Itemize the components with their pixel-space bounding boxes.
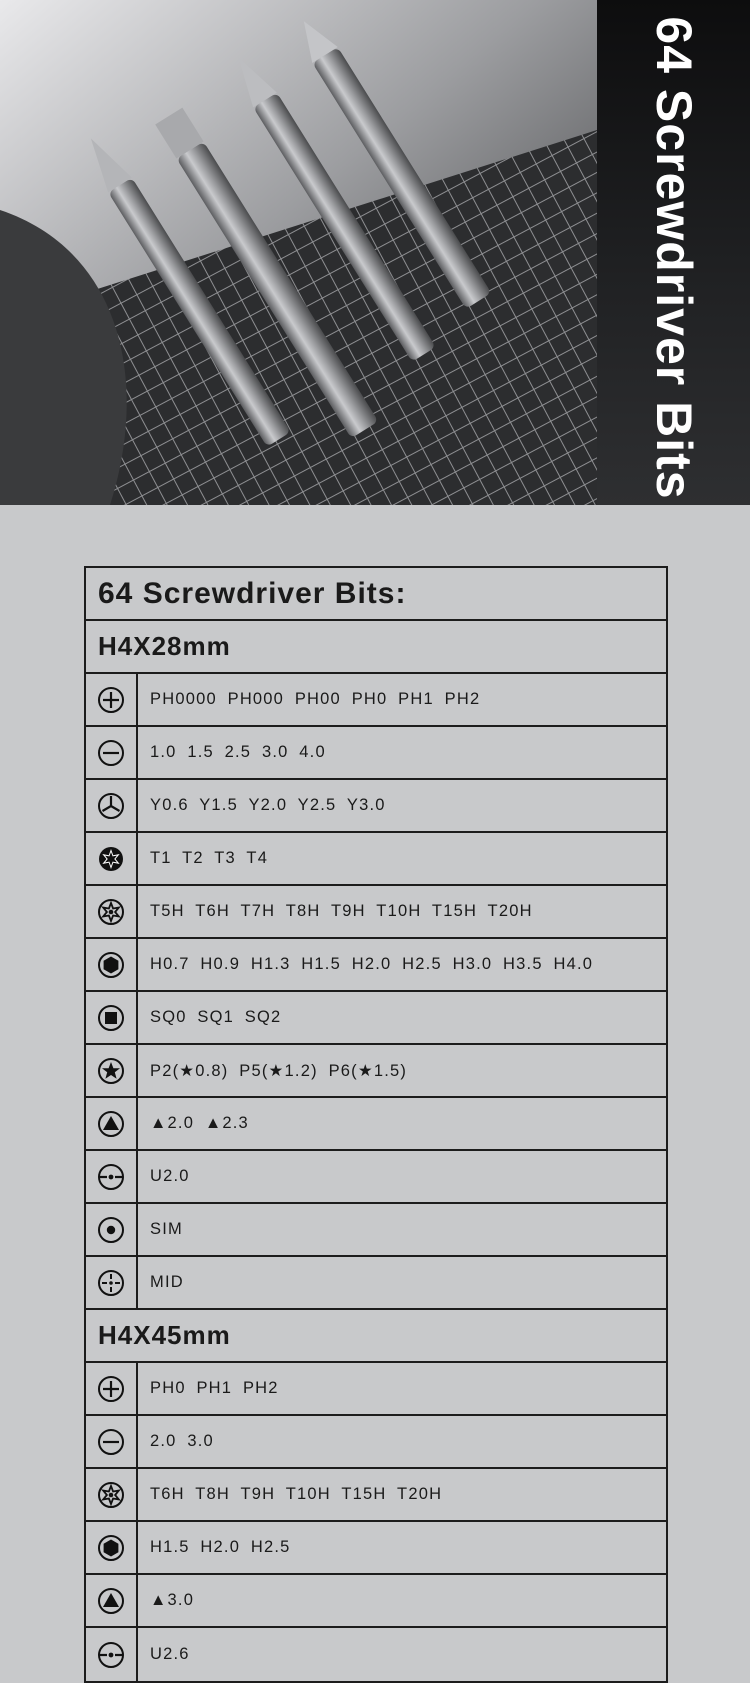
bit-sizes: Y0.6 Y1.5 Y2.0 Y2.5 Y3.0: [150, 796, 386, 814]
table-row: [86, 1151, 666, 1204]
bit-sizes: SQ0 SQ1 SQ2: [150, 1008, 282, 1026]
bit-type-icon-cell: [86, 674, 138, 725]
bit-sizes: PH0 PH1 PH2: [150, 1379, 279, 1397]
mid-icon: [97, 1269, 125, 1297]
phillips-icon: [97, 1375, 125, 1403]
slotted-icon: [97, 1428, 125, 1456]
bit-sizes: 2.0 3.0: [150, 1432, 214, 1450]
bit-type-icon-cell: [86, 1045, 138, 1096]
bit-sizes: T6H T8H T9H T10H T15H T20H: [150, 1485, 443, 1503]
table-row: [86, 1416, 666, 1469]
u-shape-icon: [97, 1163, 125, 1191]
table-row: [86, 1469, 666, 1522]
sim-pin-icon: [97, 1216, 125, 1244]
table-row: [86, 1045, 666, 1098]
phillips-icon: [97, 686, 125, 714]
table-row: [86, 939, 666, 992]
table-title: 64 Screwdriver Bits:: [98, 576, 407, 610]
torx-security-icon: [97, 1481, 125, 1509]
bit-sizes: H0.7 H0.9 H1.3 H1.5 H2.0 H2.5 H3.0 H3.5 H4.0: [150, 955, 594, 973]
table-row: [86, 1098, 666, 1151]
hex-icon: [97, 1534, 125, 1562]
bit-sizes: ▲3.0: [150, 1591, 195, 1609]
table-row: [86, 727, 666, 780]
table-row: [86, 886, 666, 939]
bit-sizes: 1.0 1.5 2.5 3.0 4.0: [150, 743, 326, 761]
bit-type-icon-cell: [86, 1575, 138, 1626]
table-row: [86, 1522, 666, 1575]
table-row: [86, 1363, 666, 1416]
bit-type-icon-cell: [86, 1628, 138, 1681]
square-icon: [97, 1004, 125, 1032]
bit-sizes: P2(★0.8) P5(★1.2) P6(★1.5): [150, 1061, 408, 1080]
bit-sizes: U2.0: [150, 1167, 190, 1185]
bit-type-icon-cell: [86, 833, 138, 884]
bit-type-icon-cell: [86, 1416, 138, 1467]
bit-sizes: H1.5 H2.0 H2.5: [150, 1538, 291, 1556]
hex-icon: [97, 951, 125, 979]
section-header-row: [86, 621, 666, 674]
slotted-icon: [97, 739, 125, 767]
hero-banner: [0, 0, 750, 505]
bit-type-icon-cell: [86, 1363, 138, 1414]
pentalobe-icon: [97, 1057, 125, 1085]
bit-type-icon-cell: [86, 1469, 138, 1520]
bit-sizes: MID: [150, 1273, 184, 1291]
bit-type-icon-cell: [86, 1151, 138, 1202]
bit-sizes: PH0000 PH000 PH00 PH0 PH1 PH2: [150, 690, 481, 708]
torx-icon: [97, 845, 125, 873]
bit-type-icon-cell: [86, 1522, 138, 1573]
screwdriver-bits-photo: [0, 0, 597, 505]
bit-sizes: T5H T6H T7H T8H T9H T10H T15H T20H: [150, 902, 533, 920]
bit-type-icon-cell: [86, 939, 138, 990]
tri-wing-y-icon: [97, 792, 125, 820]
bit-type-icon-cell: [86, 727, 138, 778]
bit-sizes: SIM: [150, 1220, 183, 1238]
bit-type-icon-cell: [86, 1204, 138, 1255]
bit-type-icon-cell: [86, 992, 138, 1043]
bit-sizes: U2.6: [150, 1645, 190, 1663]
table-row: [86, 833, 666, 886]
table-title-row: [86, 568, 666, 621]
section-label: H4X28mm: [98, 631, 231, 661]
section-header-row: [86, 1310, 666, 1363]
table-row: [86, 674, 666, 727]
u-shape-icon: [97, 1641, 125, 1669]
table-row: [86, 1257, 666, 1310]
bit-type-icon-cell: [86, 1257, 138, 1308]
bit-sizes: ▲2.0 ▲2.3: [150, 1114, 249, 1132]
hero-title: 64 Screwdriver Bits: [646, 16, 702, 500]
bit-type-icon-cell: [86, 1098, 138, 1149]
bit-type-icon-cell: [86, 886, 138, 937]
section-label: H4X45mm: [98, 1320, 231, 1350]
bit-sizes: T1 T2 T3 T4: [150, 849, 269, 867]
table-row: [86, 1575, 666, 1628]
table-row: [86, 992, 666, 1045]
table-row: [86, 1628, 666, 1681]
triangle-icon: [97, 1110, 125, 1138]
table-row: [86, 1204, 666, 1257]
table-row: [86, 780, 666, 833]
triangle-icon: [97, 1587, 125, 1615]
bit-spec-table: [84, 566, 668, 1683]
bit-type-icon-cell: [86, 780, 138, 831]
torx-security-icon: [97, 898, 125, 926]
